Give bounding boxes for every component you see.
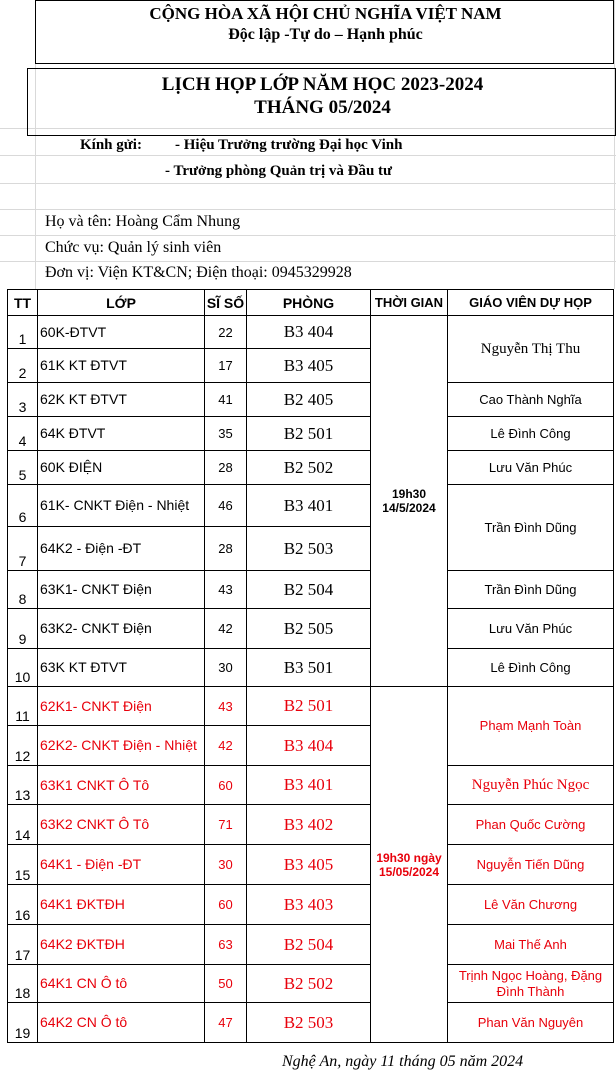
room: B2 502 [247, 451, 371, 485]
col-header-time: THỜI GIAN [371, 290, 448, 316]
room: B3 403 [247, 885, 371, 925]
class-name: 62K1- CNKT Điện [38, 687, 205, 726]
row-number: 10 [8, 649, 38, 687]
class-name: 64K2 CN Ô tô [38, 1003, 205, 1043]
class-size: 41 [205, 383, 247, 417]
class-name: 64K1 ĐKTĐH [38, 885, 205, 925]
room: B3 404 [247, 316, 371, 349]
page-subtitle: THÁNG 05/2024 [254, 97, 391, 118]
table-row [8, 687, 614, 726]
footer-date: Nghệ An, ngày 11 tháng 05 năm 2024 [282, 1053, 524, 1070]
room: B3 501 [247, 649, 371, 687]
meeting-time [371, 316, 448, 687]
schedule-table [7, 289, 614, 1043]
class-name: 64K2 ĐKTĐH [38, 925, 205, 965]
table-row [8, 965, 614, 1003]
grid-line [0, 261, 616, 262]
class-size: 50 [205, 965, 247, 1003]
class-size: 60 [205, 885, 247, 925]
class-name: 63K2 CNKT Ô Tô [38, 805, 205, 845]
col-header-count: SĨ SỐ [205, 290, 247, 316]
table-row [8, 485, 614, 527]
class-size: 43 [205, 687, 247, 726]
teacher-name: Lưu Văn Phúc [448, 451, 614, 485]
class-size: 42 [205, 726, 247, 766]
class-name: 62K KT ĐTVT [38, 383, 205, 417]
class-name: 62K2- CNKT Điện - Nhiệt [38, 726, 205, 766]
table-row [8, 571, 614, 609]
teacher-name: Lưu Văn Phúc [448, 609, 614, 649]
class-name: 64K1 CN Ô tô [38, 965, 205, 1003]
row-number: 11 [8, 687, 38, 726]
room: B3 402 [247, 805, 371, 845]
row-number: 6 [8, 485, 38, 527]
row-number: 9 [8, 609, 38, 649]
title-box [27, 68, 616, 136]
meeting-time [371, 687, 448, 1043]
motto: Độc lập -Tự do – Hạnh phúc [228, 26, 423, 43]
grid-line [0, 155, 616, 156]
teacher-name: Nguyễn Thị Thu [448, 316, 614, 383]
class-size: 30 [205, 649, 247, 687]
meeting-time-line: 15/05/2024 [378, 864, 440, 879]
row-number: 19 [8, 1003, 38, 1043]
table-row [8, 925, 614, 965]
teacher-name: Trịnh Ngọc Hoàng, Đặng Đình Thành [448, 965, 614, 1003]
class-name: 61K KT ĐTVT [38, 349, 205, 383]
class-size: 35 [205, 417, 247, 451]
recipient-line-1: - Hiệu Trưởng trường Đại học Vinh [175, 137, 403, 153]
meeting-time-line: 19h30 ngày [376, 850, 442, 865]
room: B2 502 [247, 965, 371, 1003]
class-size: 17 [205, 349, 247, 383]
class-name: 61K- CNKT Điện - Nhiệt [38, 485, 205, 527]
col-header-teacher: GIÁO VIÊN DỰ HỌP [448, 290, 614, 316]
room: B3 405 [247, 349, 371, 383]
row-number: 5 [8, 451, 38, 485]
room: B2 503 [247, 1003, 371, 1043]
table-row [8, 383, 614, 417]
row-number: 14 [8, 805, 38, 845]
row-number: 4 [8, 417, 38, 451]
teacher-name: Phan Quốc Cường [448, 805, 614, 845]
national-header-box [35, 0, 614, 64]
table-row [8, 316, 614, 349]
class-size: 22 [205, 316, 247, 349]
room: B2 503 [247, 527, 371, 571]
row-number: 8 [8, 571, 38, 609]
grid-line [0, 235, 616, 236]
class-size: 60 [205, 766, 247, 805]
class-name: 63K1- CNKT Điện [38, 571, 205, 609]
info-position: Chức vụ: Quản lý sinh viên [45, 239, 222, 256]
row-number: 7 [8, 527, 38, 571]
teacher-name: Lê Đình Công [448, 649, 614, 687]
room: B2 405 [247, 383, 371, 417]
teacher-name: Trần Đình Dũng [448, 485, 614, 571]
teacher-name: Lê Văn Chương [448, 885, 614, 925]
row-number: 17 [8, 925, 38, 965]
class-size: 71 [205, 805, 247, 845]
table-row [8, 805, 614, 845]
row-number: 18 [8, 965, 38, 1003]
table-row [8, 417, 614, 451]
col-header-room: PHÒNG [247, 290, 371, 316]
class-size: 43 [205, 571, 247, 609]
row-number: 2 [8, 349, 38, 383]
class-size: 28 [205, 451, 247, 485]
class-size: 47 [205, 1003, 247, 1043]
info-name: Họ và tên: Hoàng Cẩm Nhung [45, 213, 241, 230]
room: B2 501 [247, 417, 371, 451]
recipient-line-2: - Trưởng phòng Quản trị và Đầu tư [165, 163, 393, 179]
table-row [8, 1003, 614, 1043]
class-name: 63K2- CNKT Điện [38, 609, 205, 649]
class-name: 60K-ĐTVT [38, 316, 205, 349]
room: B2 504 [247, 925, 371, 965]
row-number: 13 [8, 766, 38, 805]
table-row [8, 451, 614, 485]
grid-line [0, 209, 616, 210]
teacher-name: Phạm Mạnh Toàn [448, 687, 614, 766]
class-size: 30 [205, 845, 247, 885]
table-row [8, 766, 614, 805]
class-name: 64K2 - Điện -ĐT [38, 527, 205, 571]
room: B2 505 [247, 609, 371, 649]
class-name: 60K ĐIỆN [38, 451, 205, 485]
room: B2 501 [247, 687, 371, 726]
col-header-tt: TT [8, 290, 38, 316]
table-header-row [8, 290, 614, 316]
room: B3 401 [247, 485, 371, 527]
recipient-label: Kính gửi: [80, 137, 142, 153]
room: B3 404 [247, 726, 371, 766]
teacher-name: Nguyễn Phúc Ngọc [448, 766, 614, 805]
room: B3 405 [247, 845, 371, 885]
meeting-time-line: 14/5/2024 [382, 501, 436, 515]
grid-line [0, 183, 616, 184]
table-row [8, 885, 614, 925]
room: B2 504 [247, 571, 371, 609]
teacher-name: Nguyễn Tiến Dũng [448, 845, 614, 885]
info-unit: Đơn vị: Viện KT&CN; Điện thoại: 0945329928 [45, 264, 352, 281]
row-number: 3 [8, 383, 38, 417]
teacher-name: Lê Đình Công [448, 417, 614, 451]
class-size: 46 [205, 485, 247, 527]
class-name: 63K1 CNKT Ô Tô [38, 766, 205, 805]
row-number: 15 [8, 845, 38, 885]
class-size: 63 [205, 925, 247, 965]
country-name: CỘNG HÒA XÃ HỘI CHỦ NGHĨA VIỆT NAM [149, 4, 502, 23]
class-name: 64K ĐTVT [38, 417, 205, 451]
row-number: 1 [8, 316, 38, 349]
class-name: 63K KT ĐTVT [38, 649, 205, 687]
class-size: 28 [205, 527, 247, 571]
teacher-name: Cao Thành Nghĩa [448, 383, 614, 417]
row-number: 12 [8, 726, 38, 766]
meeting-time-line: 19h30 [391, 487, 427, 501]
table-row [8, 649, 614, 687]
room: B3 401 [247, 766, 371, 805]
table-row [8, 845, 614, 885]
teacher-name: Mai Thế Anh [448, 925, 614, 965]
class-name: 64K1 - Điện -ĐT [38, 845, 205, 885]
teacher-name: Phan Văn Nguyên [448, 1003, 614, 1043]
row-number: 16 [8, 885, 38, 925]
col-header-class: LỚP [38, 290, 205, 316]
class-size: 42 [205, 609, 247, 649]
table-row [8, 609, 614, 649]
teacher-name: Trần Đình Dũng [448, 571, 614, 609]
page-title: LỊCH HỌP LỚP NĂM HỌC 2023-2024 [161, 74, 484, 95]
